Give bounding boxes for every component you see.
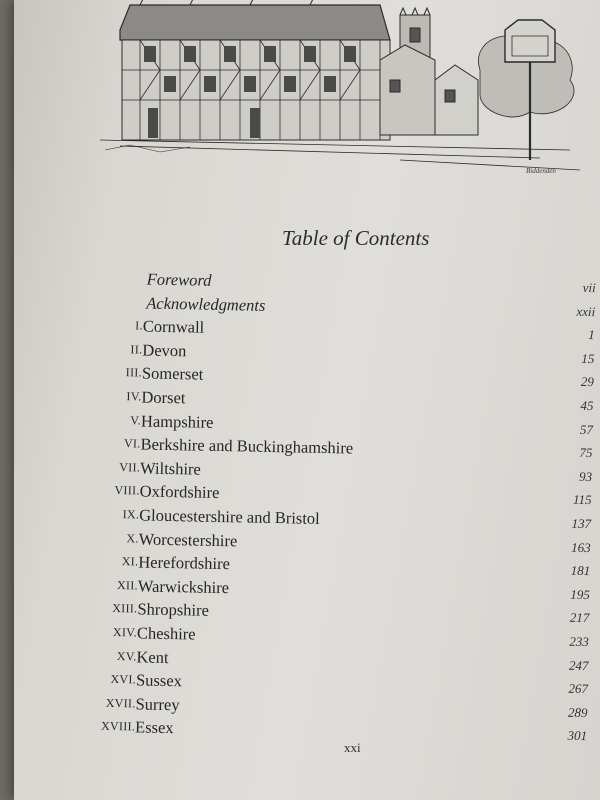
toc-list (14, 265, 600, 748)
chapter-page-number: 233 (569, 633, 590, 650)
chapter-page-number: 301 (567, 727, 588, 744)
chapter-title: Essex (134, 717, 174, 738)
chapter-numeral: XVIII. (100, 719, 136, 734)
chapter-numeral: X. (126, 530, 139, 545)
chapter-title: Cheshire (136, 623, 196, 644)
chapter-numeral: IV. (126, 389, 142, 404)
chapter-title: Oxfordshire (139, 481, 220, 503)
chapter-page-number: 267 (568, 680, 589, 697)
chapter-page-number: 195 (570, 586, 590, 602)
chapter-title: Warwickshire (137, 576, 230, 597)
chapter-title: Berkshire and Buckinghamshire (140, 434, 354, 458)
chapter-numeral: XI. (121, 554, 139, 569)
chapter-page-number: 181 (570, 562, 591, 579)
page-number: xxi (344, 740, 361, 755)
toc-title: Table of Contents (282, 226, 430, 250)
chapter-page-number: xxii (576, 303, 596, 319)
chapter-page-number: 247 (568, 657, 589, 673)
chapter-title: Hampshire (140, 411, 214, 432)
chapter-title: Foreword (146, 269, 212, 290)
chapter-page-number: 75 (579, 445, 593, 461)
chapter-page-number: vii (582, 279, 596, 296)
chapter-numeral: XIV. (112, 624, 138, 640)
chapter-numeral: V. (130, 412, 142, 428)
village-street-illustration (100, 0, 590, 185)
chapter-title: Gloucestershire and Bristol (139, 505, 320, 528)
chapter-title: Acknowledgments (146, 293, 266, 315)
chapter-page-number: 163 (571, 539, 591, 555)
chapter-title: Dorset (141, 387, 186, 408)
chapter-title: Devon (142, 340, 187, 361)
chapter-numeral: XVI. (110, 672, 137, 687)
chapter-page-number: 289 (567, 704, 588, 720)
chapter-numeral: III. (125, 365, 143, 380)
chapter-title: Sussex (135, 670, 183, 691)
illustration-credit: Biddenden (526, 167, 556, 175)
chapter-numeral: XIII. (112, 601, 138, 616)
chapter-page-number: 115 (572, 492, 592, 508)
chapter-title: Herefordshire (138, 552, 231, 574)
chapter-numeral: IX. (122, 507, 140, 522)
chapter-numeral: XII. (116, 577, 139, 593)
chapter-title: Surrey (135, 694, 180, 714)
chapter-page-number: 15 (581, 350, 595, 366)
book-page (14, 0, 600, 800)
chapter-numeral: VIII. (114, 483, 140, 498)
chapter-page-number: 1 (588, 327, 595, 343)
chapter-title: Cornwall (142, 316, 205, 337)
chapter-title: Somerset (141, 363, 204, 385)
chapter-page-number: 217 (569, 610, 590, 626)
chapter-title: Worcestershire (138, 528, 238, 550)
chapter-numeral: VII. (119, 459, 141, 475)
chapter-numeral: VI. (123, 436, 141, 451)
chapter-page-number: 45 (580, 397, 594, 414)
chapter-page-number: 57 (579, 421, 594, 437)
chapter-page-number: 137 (571, 515, 592, 532)
chapter-numeral: XV. (116, 648, 137, 663)
chapter-numeral: I. (135, 318, 143, 333)
chapter-numeral: II. (130, 342, 143, 357)
chapter-numeral: XVII. (105, 695, 136, 711)
chapter-page-number: 29 (580, 374, 595, 390)
chapter-title: Wiltshire (139, 458, 202, 479)
chapter-title: Kent (136, 646, 169, 667)
chapter-title: Shropshire (137, 599, 210, 621)
chapter-page-number: 93 (578, 468, 593, 484)
